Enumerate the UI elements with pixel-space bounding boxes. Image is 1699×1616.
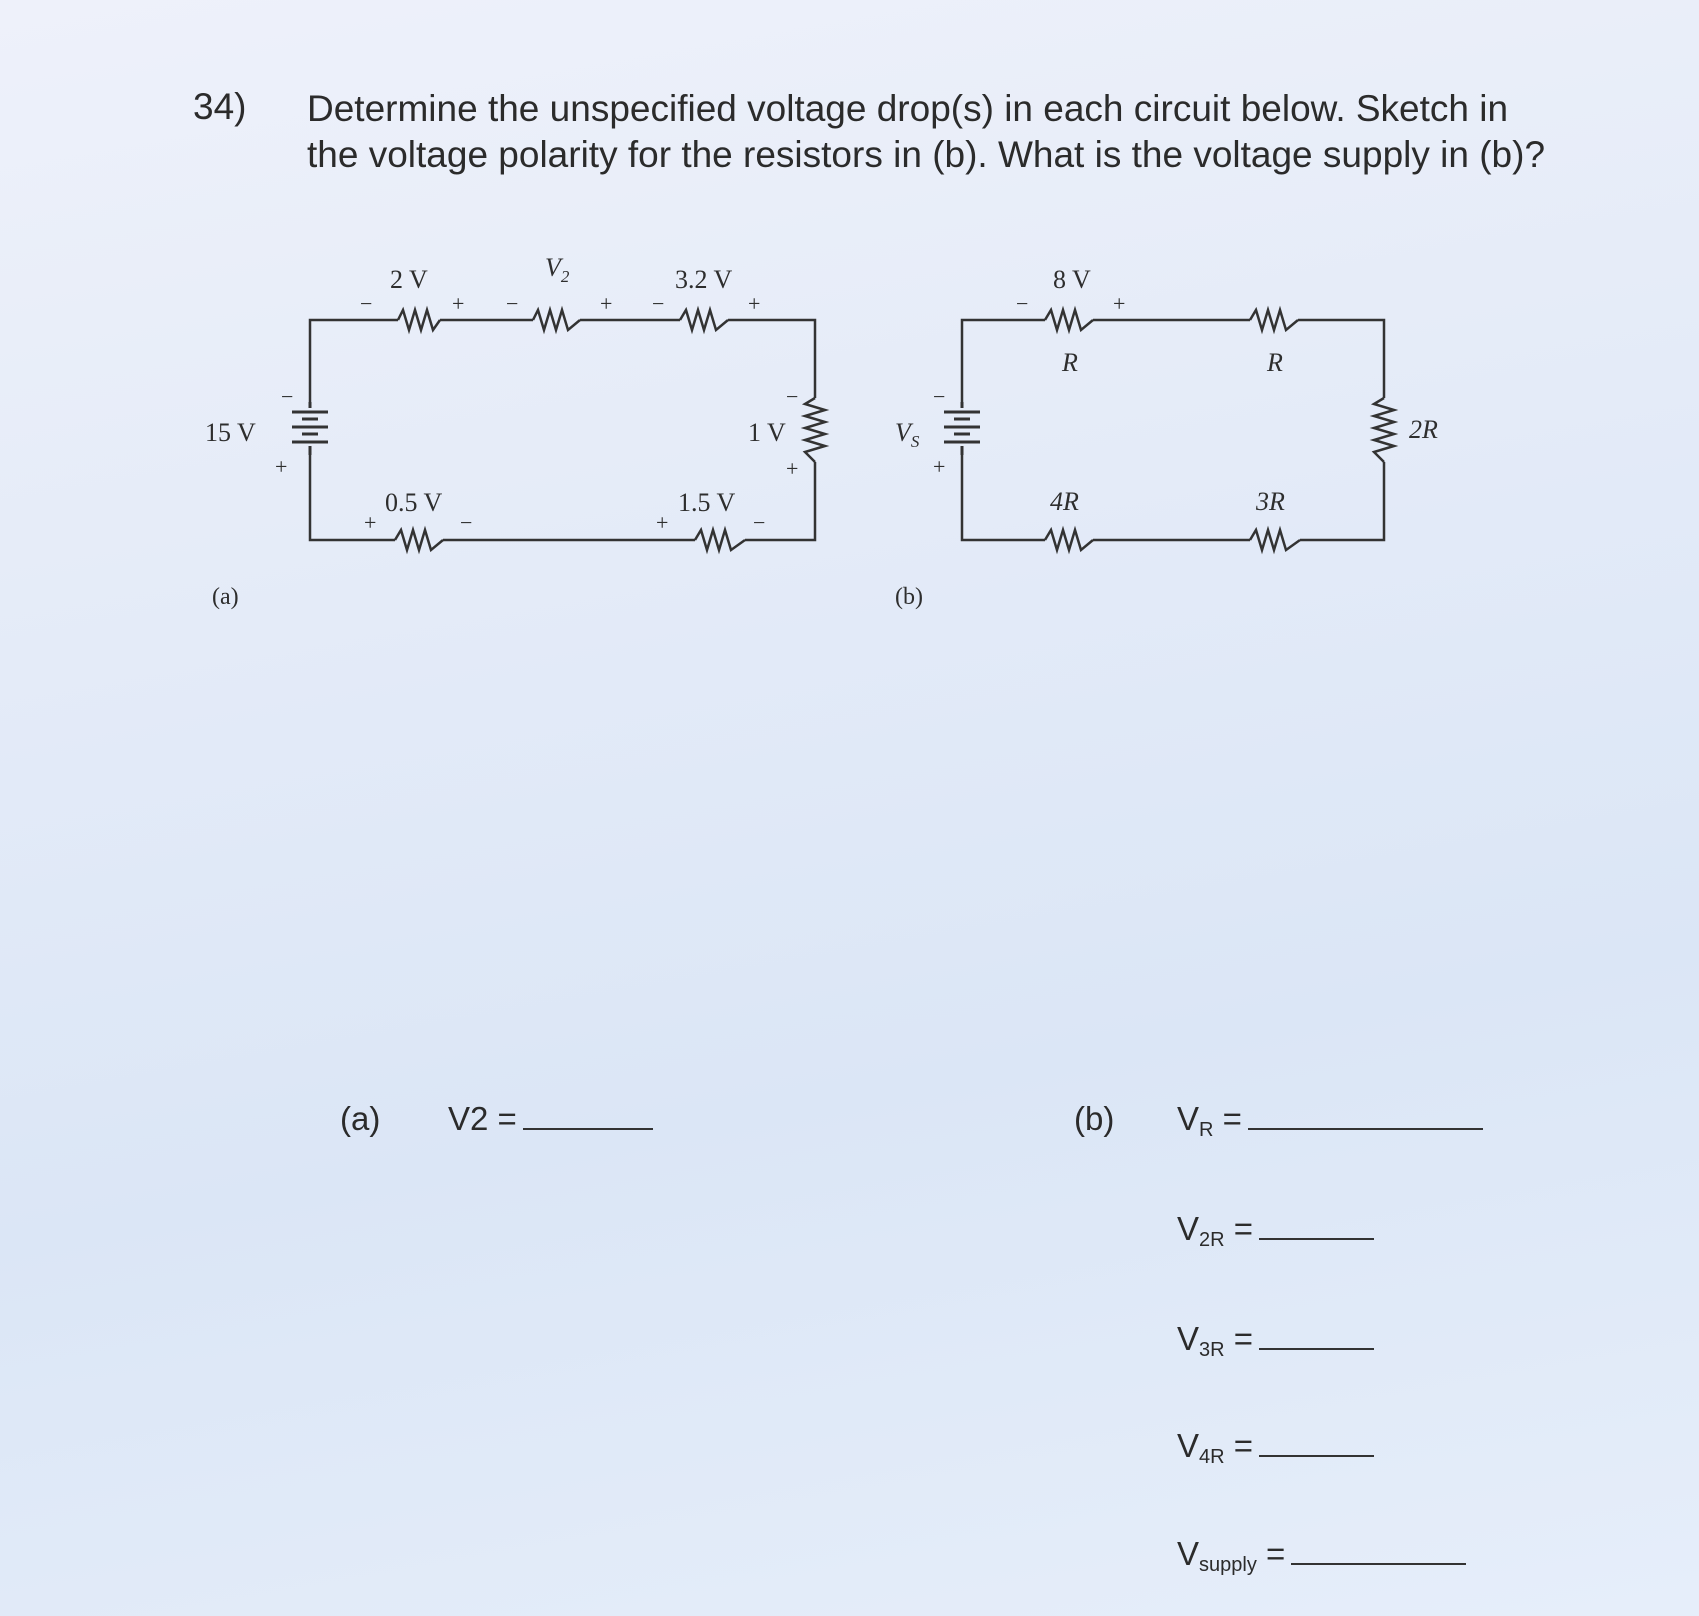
- v2r-sub: 2R: [1199, 1229, 1225, 1251]
- battery-b: [944, 402, 980, 455]
- answer-b-vr: [1177, 1100, 1483, 1142]
- b-caption: (b): [895, 584, 923, 610]
- resistor-a-top-3: [680, 310, 728, 330]
- v3r-letter: V: [1177, 1320, 1200, 1357]
- b-bottom-r2-label: 3R: [1256, 487, 1285, 516]
- answer-b-vr-blank[interactable]: [1248, 1124, 1483, 1130]
- b-top-r1-label: R: [1062, 348, 1078, 377]
- circuit-b-wires: [962, 310, 1394, 550]
- v4r-letter: V: [1177, 1427, 1200, 1464]
- resistor-b-top-2: [1250, 310, 1298, 330]
- answer-b-v4r: [1177, 1427, 1374, 1469]
- vsupply-eq: =: [1266, 1535, 1286, 1572]
- a-top-r1-plus: +: [452, 291, 465, 316]
- resistor-b-bottom-1: [1045, 530, 1093, 550]
- answer-a-label: (a): [340, 1100, 381, 1137]
- b-top-r1-plus: +: [1113, 291, 1126, 316]
- a-right-r-minus: −: [786, 384, 799, 409]
- resistor-b-bottom-2: [1250, 530, 1300, 550]
- a-top-r2-plus: +: [600, 291, 613, 316]
- a-top-r1-minus: −: [360, 291, 373, 316]
- resistor-a-top-1: [398, 310, 440, 330]
- a-top-r3-label: 3.2 V: [675, 265, 733, 294]
- answer-a-v2: [448, 1100, 653, 1138]
- answer-b-v2r-blank[interactable]: [1259, 1234, 1374, 1240]
- vr-eq: =: [1222, 1100, 1242, 1137]
- resistor-a-bottom-1: [395, 530, 443, 550]
- vsupply-letter: V: [1177, 1535, 1200, 1572]
- answer-b-label: (b): [1074, 1100, 1115, 1137]
- answer-a-v2-blank[interactable]: [523, 1124, 653, 1130]
- b-right-r-label: 2R: [1409, 415, 1438, 444]
- a-top-r3-minus: −: [652, 291, 665, 316]
- a-bottom-r1-plus: +: [364, 510, 377, 535]
- answer-b-v2r: [1177, 1210, 1374, 1252]
- answer-a-v2-label: V2 =: [448, 1100, 517, 1137]
- a-bottom-r1-label: 0.5 V: [385, 488, 443, 517]
- b-top-r2-label: R: [1267, 348, 1283, 377]
- v2r-eq: =: [1233, 1210, 1254, 1247]
- a-bottom-r2-label: 1.5 V: [678, 488, 736, 517]
- resistor-b-top-1: [1045, 310, 1093, 330]
- a-bottom-r2-minus: −: [753, 510, 766, 535]
- v3r-eq: =: [1233, 1320, 1254, 1357]
- question-line-2: the voltage polarity for the resistors in (b). What is the voltage supply in (b)?: [307, 134, 1546, 175]
- question-line-1: Determine the unspecified voltage drop(s) in each circuit below. Sketch in: [307, 88, 1509, 129]
- a-bottom-r1-minus: −: [460, 510, 473, 535]
- answer-b-v3r: [1177, 1320, 1374, 1362]
- a-top-r3-plus: +: [748, 291, 761, 316]
- b-source-label: $V_S$: [895, 418, 920, 451]
- resistor-a-bottom-2: [695, 530, 745, 550]
- resistor-b-right: [1374, 398, 1394, 462]
- a-source-label: 15 V: [205, 418, 256, 447]
- resistor-a-top-2: [533, 310, 580, 330]
- answer-b-vsupply: [1177, 1535, 1466, 1577]
- a-caption: (a): [212, 584, 239, 610]
- resistor-a-right: [805, 398, 825, 462]
- a-right-r-plus: +: [786, 456, 799, 481]
- b-top-r1-minus: −: [1016, 291, 1029, 316]
- a-bottom-r2-plus: +: [656, 510, 669, 535]
- b-top-r1-voltage: 8 V: [1053, 265, 1091, 294]
- v4r-eq: =: [1233, 1427, 1254, 1464]
- a-top-r1-label: 2 V: [390, 265, 428, 294]
- vsupply-sub: supply: [1199, 1554, 1257, 1576]
- question-number: 34): [193, 86, 247, 127]
- battery-a: [292, 402, 328, 455]
- answer-b-vsupply-blank[interactable]: [1291, 1559, 1466, 1565]
- b-source-minus: −: [933, 384, 946, 409]
- a-source-minus: −: [281, 384, 294, 409]
- a-top-r2-minus: −: [506, 291, 519, 316]
- a-top-r2-label: $V_2$: [545, 253, 570, 286]
- v4r-sub: 4R: [1199, 1446, 1225, 1468]
- vr-sub: R: [1199, 1119, 1214, 1141]
- a-source-plus: +: [275, 454, 288, 479]
- vr-letter: V: [1177, 1100, 1200, 1137]
- b-bottom-r1-label: 4R: [1050, 487, 1079, 516]
- v2r-letter: V: [1177, 1210, 1200, 1247]
- a-right-r-label: 1 V: [748, 418, 786, 447]
- answer-b-v4r-blank[interactable]: [1259, 1451, 1374, 1457]
- answer-b-v3r-blank[interactable]: [1259, 1344, 1374, 1350]
- v3r-sub: 3R: [1199, 1339, 1225, 1361]
- b-source-plus: +: [933, 454, 946, 479]
